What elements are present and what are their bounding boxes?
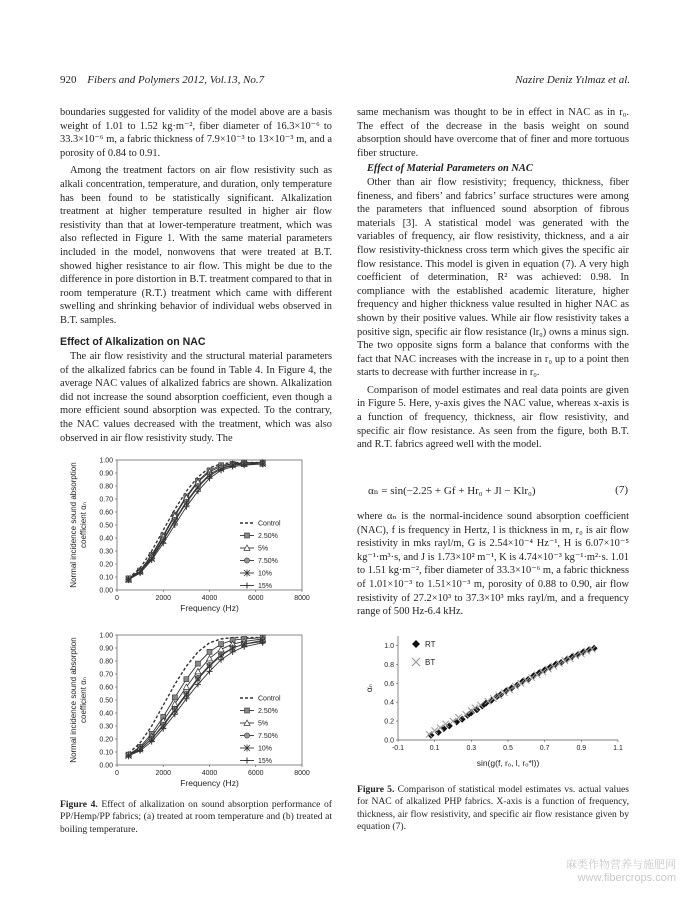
- data-point: [218, 646, 224, 652]
- right-column: [357, 106, 629, 452]
- y-tick-label: 0.50: [99, 522, 113, 530]
- y-axis-label: Normal incidence sound absorption: [69, 637, 78, 763]
- legend-label: 15%: [258, 758, 273, 765]
- legend-marker: [245, 708, 250, 713]
- y-tick-label: 0.10: [99, 749, 113, 757]
- y-tick-label: 0.70: [99, 671, 113, 679]
- figure-4-caption: [60, 799, 332, 836]
- y-axis-label: αₙ: [364, 683, 374, 693]
- legend-label: 2.50%: [258, 533, 278, 540]
- legend-label: 7.50%: [258, 558, 278, 565]
- paragraph: where αₙ is the normal-incidence sound absorption coefficient (NAC), f is frequency in Hertz, l is thickness in m, r₀ is air flow resistivity in mks rayl/m, G is 2.54×10⁻⁴ Hz⁻¹, H is 6.07×10⁻⁵ kg⁻¹·m³·s, and J is 1.73×10² m⁻¹, K is 4.74×10⁻³ kg⁻¹·m²·s. 1.01 to 1.51 kg·m⁻², fiber diameter of 33.3×10⁻⁶ m, a fabric thickness of 1.01×10⁻³ to 1.51×10⁻³ m, porosity of 0.88 to 0.90, air flow resistivity of 27.2×10³ to 37.3×10³ mks rayl/m, and a frequency range of 500 Hz-6.4 kHz.: [357, 511, 629, 618]
- author-header: Nazire Deniz Yılmaz et al.: [515, 74, 630, 86]
- y-tick-label: 0.90: [99, 470, 113, 478]
- data-point: [195, 661, 200, 666]
- legend-label: 5%: [258, 545, 269, 553]
- x-tick-label: 0.3: [466, 745, 477, 752]
- x-tick-label: 6000: [247, 770, 264, 777]
- legend-marker: [412, 640, 420, 648]
- journal-citation: Fibers and Polymers 2012, Vol.13, No.7: [87, 74, 265, 86]
- data-point: [207, 649, 212, 654]
- series-rt: [412, 640, 598, 739]
- y-tick-label: 0.6: [384, 680, 394, 688]
- y-tick-label: 0.10: [99, 574, 113, 582]
- x-tick-label: 0.7: [539, 745, 550, 752]
- x-tick-label: 8000: [294, 770, 310, 777]
- y-tick-label: 1.0: [384, 642, 394, 650]
- legend-label: 10%: [258, 570, 273, 578]
- equation-7: [368, 484, 630, 497]
- caption-label: Figure 5.: [357, 784, 395, 795]
- paragraph: Among the treatment factors on air flow resistivity such as alkali concentration, temperature, and duration, only temperature has been found to be statistically significant. Alkalization treatment at higher temperature resulted in higher air flow resistivity than that at lower-temperature treatment, which was also reflected in Figure 1. With the same material parameters included in the model, nonwovens that were treated at B.T. showed higher resistance to air flow. This might be due to the difference in pore distortion in B.T. treatment compared to that in room temperature (R.T.) treatment which came with different swelling and shrinking behavior of individual webs observed in B.T. samples.: [60, 165, 332, 326]
- series-line: [129, 638, 263, 755]
- y-tick-label: 0.80: [99, 483, 113, 491]
- x-tick-label: 0: [115, 595, 119, 602]
- y-tick-label: 0.60: [99, 509, 113, 517]
- watermark: [566, 859, 676, 885]
- y-tick-label: 0.30: [99, 548, 113, 556]
- x-tick-label: -0.1: [391, 745, 405, 752]
- x-tick-label: 8000: [294, 595, 310, 602]
- running-header: [60, 74, 264, 86]
- y-tick-label: 0.4: [384, 699, 394, 707]
- y-tick-label: 1.00: [99, 632, 113, 640]
- y-axis-label: coefficient αₙ: [79, 502, 88, 548]
- y-tick-label: 0.80: [99, 658, 113, 666]
- y-tick-label: 0.50: [99, 697, 113, 705]
- legend-label: RT: [425, 640, 436, 649]
- figure-4b-chart: [62, 627, 322, 797]
- x-tick-label: 6000: [247, 595, 264, 602]
- legend-label: BT: [425, 658, 436, 667]
- legend-marker: [244, 733, 249, 738]
- x-tick-label: 0: [115, 770, 119, 777]
- y-tick-label: 0.70: [99, 496, 113, 504]
- x-tick-label: 2000: [155, 770, 172, 777]
- data-point: [184, 677, 189, 682]
- figure-4a-chart: [62, 452, 322, 622]
- y-axis-label: Normal incidence sound absorption: [69, 462, 78, 588]
- legend-label: Control: [258, 520, 281, 528]
- right-column-lower: [357, 510, 629, 619]
- y-tick-label: 0.90: [99, 645, 113, 653]
- legend-marker: [244, 558, 249, 563]
- legend-label: 5%: [258, 720, 269, 728]
- x-tick-label: 1.1: [613, 745, 623, 752]
- x-tick-label: 4000: [201, 770, 218, 777]
- legend-label: 10%: [258, 745, 273, 753]
- y-tick-label: 0.40: [99, 535, 113, 543]
- series-15-: [126, 640, 272, 765]
- y-tick-label: 0.20: [99, 561, 113, 569]
- y-tick-label: 0.00: [99, 762, 113, 770]
- figure-5-caption: [357, 784, 629, 834]
- paragraph: Comparison of model estimates and real data points are given in Figure 5. Here, y-axis gives the NAC value, whereas x-axis is a function of frequency, thickness, air flow resistivity, and specific air flow resistance. As seen from the figure, both B.T. and R.T. fabrics agreed well with the model.: [357, 384, 629, 451]
- legend-marker: [412, 658, 420, 666]
- y-tick-label: 0.30: [99, 723, 113, 731]
- legend-marker: [245, 533, 250, 538]
- figure-5-chart: [358, 630, 628, 780]
- watermark-line-1: 麻类作物营养与施肥网: [566, 859, 676, 871]
- left-column: [60, 106, 332, 445]
- x-tick-label: 2000: [155, 595, 172, 602]
- legend-label: 2.50%: [258, 708, 278, 715]
- y-tick-label: 0.8: [384, 661, 394, 669]
- y-tick-label: 0.40: [99, 710, 113, 718]
- y-tick-label: 0.0: [384, 737, 394, 745]
- x-tick-label: 0.1: [429, 745, 440, 752]
- watermark-line-2: www.fibercrops.com: [577, 872, 676, 884]
- x-tick-label: 4000: [201, 595, 218, 602]
- page-number: 920: [60, 74, 77, 86]
- section-heading: Effect of Alkalization on NAC: [60, 335, 206, 348]
- paragraph: The air flow resistivity and the structural material parameters of the alkalized fabrics can be found in Table 4. In Figure 4, the average NAC values of alkalized fabrics are shown. Alkalization did not increase the sound absorption coefficient, even though a more efficient sound absorption was expected. To the contrary, the NAC values decreased with the treatment, which was also observed in air flow resistivity study. The: [60, 351, 332, 444]
- y-tick-label: 0.2: [384, 718, 394, 726]
- y-tick-label: 0.20: [99, 736, 113, 744]
- legend-label: 7.50%: [258, 733, 278, 740]
- equation-body: αₙ = sin(−2.25 + Gf + Hr₀ + Jl − Klr₀): [368, 485, 536, 497]
- caption-label: Figure 4.: [60, 799, 98, 810]
- x-tick-label: 0.5: [503, 745, 513, 752]
- y-tick-label: 0.00: [99, 587, 113, 595]
- equation-number: (7): [615, 484, 628, 496]
- legend-marker: [244, 758, 250, 764]
- subsection-heading: Effect of Material Parameters on NAC: [367, 163, 533, 175]
- caption-text: Effect of alkalization on sound absorption performance of PP/Hemp/PP fabrics; (a) treated at room temperature and (b) treated at boiling temperature.: [60, 799, 332, 835]
- caption-text: Comparison of statistical model estimates vs. actual values for NAC of alkalized PHP fabrics. X-axis is a function of frequency, thickness, air flow resistivity, and specific air flow resistance given by equation (7).: [357, 784, 629, 833]
- legend-label: 15%: [258, 583, 273, 590]
- x-axis-label: Frequency (Hz): [180, 603, 239, 613]
- y-tick-label: 0.60: [99, 684, 113, 692]
- x-axis-label: sin(g(f, rₒ, l, rₒ*l)): [476, 758, 540, 768]
- paragraph: boundaries suggested for validity of the model above are a basis weight of 1.01 to 1.52 kg·m⁻², fiber diameter of 16.3×10⁻⁶ to 33.3×10⁻⁶ m, a fabric thickness of 7.9×10⁻³ to 13×10⁻³ m, and a porosity of 0.84 to 0.91.: [60, 107, 332, 159]
- y-axis-label: coefficient αₙ: [79, 677, 88, 723]
- data-point: [172, 695, 177, 700]
- paragraph: same mechanism was thought to be in effect in NAC as in r₀. The effect of the decrease in the basis weight on sound absorption should have overcome that of finer and more tortuous fiber structure.: [357, 107, 629, 159]
- x-axis-label: Frequency (Hz): [180, 778, 239, 788]
- legend-label: Control: [258, 695, 281, 703]
- x-tick-label: 0.9: [576, 745, 587, 752]
- y-tick-label: 1.00: [99, 457, 113, 465]
- paragraph: Other than air flow resistivity; frequency, thickness, fiber fineness, and fibers’ and fabrics’ surface structures were among the parameters that influenced sound absorption of fibrous materials [3]. A statistical model was generated with the variables of frequency, air flow resistivity, thickness, and a air flow resistivity-thickness cross term which gives the specific air flow resistance. This model is given in equation (7). A very high coefficient of determination, R² was achieved: 0.98. In compliance with the established academic literature, higher frequency and higher thickness value resulted in higher NAC as shown by their positive values. While air flow resistivity takes a positive sign, specific air flow resistance (lr₀) owns a minus sign. The two opposite signs form a balance that conforms with the fact that NAC increases with the increase in r₀ up to a point then starts to decrease with further increase in r₀.: [357, 176, 629, 379]
- legend-marker: [244, 583, 250, 589]
